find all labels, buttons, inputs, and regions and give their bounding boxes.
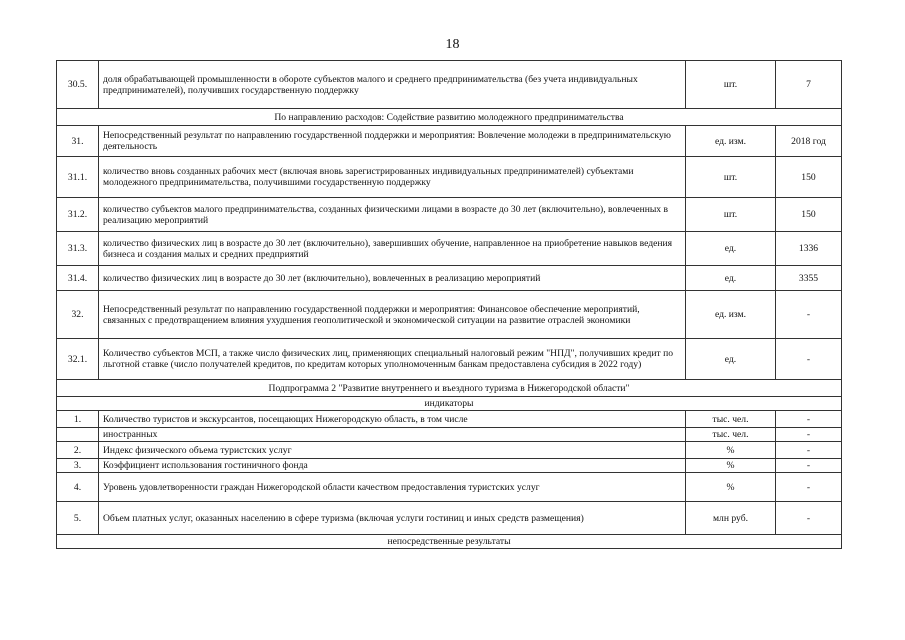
- row-description: Непосредственный результат по направлению государственной поддержки и мероприятия: Вовлечение молодежи в предпринимательскую деятельность: [99, 126, 686, 157]
- row-number: 5.: [57, 502, 99, 535]
- row-number: 2.: [57, 442, 99, 459]
- row-value: 1336: [776, 232, 842, 266]
- row-unit: тыс. чел.: [686, 411, 776, 428]
- table-row: [57, 291, 842, 339]
- table-row: [57, 428, 842, 442]
- row-number: [57, 428, 99, 442]
- row-value: -: [776, 459, 842, 473]
- row-description: Индекс физического объема туристских услуг: [99, 442, 686, 459]
- row-description: Коэффициент использования гостиничного фонда: [99, 459, 686, 473]
- section-title: Подпрограмма 2 "Развитие внутреннего и въездного туризма в Нижегородской области": [57, 380, 842, 397]
- table-row: [57, 157, 842, 198]
- row-number: 3.: [57, 459, 99, 473]
- table-row: [57, 198, 842, 232]
- page-number: 18: [445, 37, 460, 52]
- section-header-row: [57, 109, 842, 126]
- row-description: количество физических лиц в возрасте до 30 лет (включительно), вовлеченных в реализацию мероприятий: [99, 266, 686, 291]
- row-description: Непосредственный результат по направлению государственной поддержки и мероприятия: Финансовое обеспечение мероприятий, связанных с предотвращением влияния ухудшения геополитической и экономической ситуации на развитие отраслей экономики: [99, 291, 686, 339]
- table-row: [57, 473, 842, 502]
- row-number: 31.1.: [57, 157, 99, 198]
- row-unit: %: [686, 442, 776, 459]
- row-value: -: [776, 502, 842, 535]
- row-description: Количество субъектов МСП, а также число физических лиц, применяющих специальный налоговый режим "НПД", получивших кредит по льготной ставке (число получателей кредитов, по кредитам которых уполномоченным банкам предоставлена субсидия в 2022 году): [99, 339, 686, 380]
- section-header-row: [57, 380, 842, 397]
- row-number: 1.: [57, 411, 99, 428]
- row-value: -: [776, 428, 842, 442]
- row-number: 31.2.: [57, 198, 99, 232]
- row-number: 4.: [57, 473, 99, 502]
- row-unit: шт.: [686, 61, 776, 109]
- row-value: -: [776, 291, 842, 339]
- row-unit: ед.: [686, 232, 776, 266]
- row-value: 150: [776, 198, 842, 232]
- table-row: [57, 126, 842, 157]
- row-description: Количество туристов и экскурсантов, посещающих Нижегородскую область, в том числе: [99, 411, 686, 428]
- row-value: 3355: [776, 266, 842, 291]
- row-unit: ед.: [686, 339, 776, 380]
- row-description: Уровень удовлетворенности граждан Нижегородской области качеством предоставления туристских услуг: [99, 473, 686, 502]
- table-row: [57, 459, 842, 473]
- row-unit: ед.: [686, 266, 776, 291]
- row-description: количество субъектов малого предпринимательства, созданных физическими лицами в возрасте до 30 лет (включительно), вовлеченных в реализацию мероприятий: [99, 198, 686, 232]
- row-number: 31.3.: [57, 232, 99, 266]
- section-header-row: [57, 397, 842, 411]
- row-value: 7: [776, 61, 842, 109]
- row-unit: %: [686, 473, 776, 502]
- row-unit: шт.: [686, 198, 776, 232]
- row-value: -: [776, 411, 842, 428]
- row-unit: млн руб.: [686, 502, 776, 535]
- table-row: [57, 442, 842, 459]
- row-description: количество вновь созданных рабочих мест (включая вновь зарегистрированных индивидуальных предпринимателей) субъектами молодежного предпринимательства, получившими государственную поддержку: [99, 157, 686, 198]
- row-unit: шт.: [686, 157, 776, 198]
- row-description: иностранных: [99, 428, 686, 442]
- table-row: [57, 266, 842, 291]
- row-number: 32.: [57, 291, 99, 339]
- row-number: 31.4.: [57, 266, 99, 291]
- table-row: [57, 61, 842, 109]
- row-number: 32.1.: [57, 339, 99, 380]
- row-value: -: [776, 339, 842, 380]
- results-table: [56, 60, 842, 549]
- table-row: [57, 339, 842, 380]
- row-value: -: [776, 473, 842, 502]
- table-row: [57, 411, 842, 428]
- row-value: -: [776, 442, 842, 459]
- row-number: 31.: [57, 126, 99, 157]
- row-value: 150: [776, 157, 842, 198]
- section-title: По направлению расходов: Содействие развитию молодежного предпринимательства: [57, 109, 842, 126]
- table-body: [57, 61, 842, 549]
- row-description: Объем платных услуг, оказанных населению в сфере туризма (включая услуги гостиниц и иных средств размещения): [99, 502, 686, 535]
- section-title: непосредственные результаты: [57, 535, 842, 549]
- row-unit: ед. изм.: [686, 291, 776, 339]
- table-row: [57, 232, 842, 266]
- row-value: 2018 год: [776, 126, 842, 157]
- section-header-row: [57, 535, 842, 549]
- row-description: количество физических лиц в возрасте до 30 лет (включительно), завершивших обучение, направленное на приобретение навыков ведения бизнеса и создания малых и средних предприятий: [99, 232, 686, 266]
- row-unit: %: [686, 459, 776, 473]
- row-description: доля обрабатывающей промышленности в обороте субъектов малого и среднего предпринимательства (без учета индивидуальных предпринимателей), получивших государственную поддержку: [99, 61, 686, 109]
- row-unit: ед. изм.: [686, 126, 776, 157]
- row-unit: тыс. чел.: [686, 428, 776, 442]
- table-row: [57, 502, 842, 535]
- row-number: 30.5.: [57, 61, 99, 109]
- section-title: индикаторы: [57, 397, 842, 411]
